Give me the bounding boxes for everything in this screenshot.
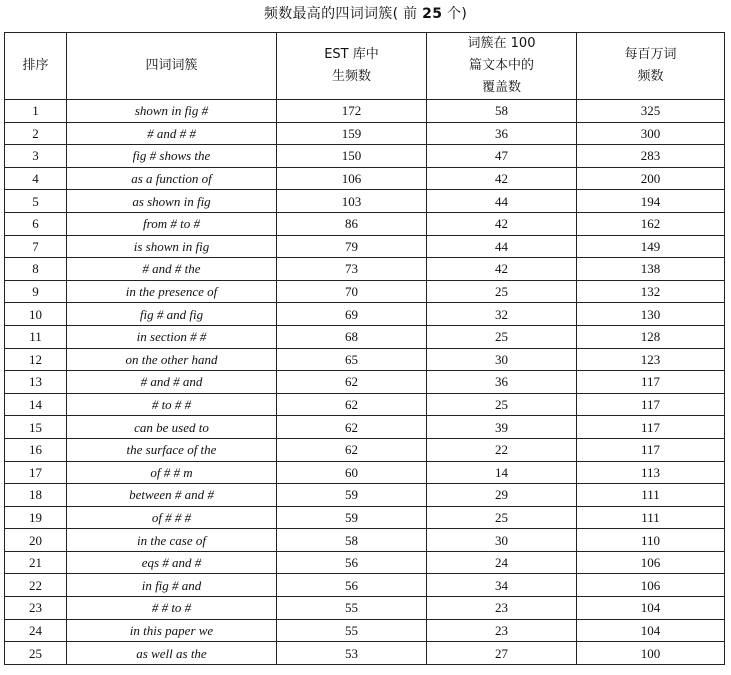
table-row <box>5 325 725 348</box>
cell-cluster: shown in fig # <box>67 100 277 123</box>
cell-coverage: 47 <box>427 145 577 168</box>
cell-coverage: 23 <box>427 597 577 620</box>
cell-coverage: 36 <box>427 122 577 145</box>
cell-freq: 55 <box>277 619 427 642</box>
cell-freq: 106 <box>277 167 427 190</box>
cell-per-million: 110 <box>577 529 725 552</box>
cell-cluster: on the other hand <box>67 348 277 371</box>
cluster-frequency-table <box>4 32 725 665</box>
cell-rank: 25 <box>5 642 67 665</box>
header-cluster-label: 四词词簇 <box>145 58 198 73</box>
cell-per-million: 113 <box>577 461 725 484</box>
cell-coverage: 25 <box>427 325 577 348</box>
cell-freq: 56 <box>277 551 427 574</box>
cell-per-million: 162 <box>577 212 725 235</box>
cell-rank: 5 <box>5 190 67 213</box>
cell-freq: 53 <box>277 642 427 665</box>
cell-cluster: # and # the <box>67 258 277 281</box>
cell-per-million: 130 <box>577 303 725 326</box>
cell-freq: 159 <box>277 122 427 145</box>
cell-rank: 21 <box>5 551 67 574</box>
cell-coverage: 29 <box>427 484 577 507</box>
cell-per-million: 123 <box>577 348 725 371</box>
header-pm-line1: 每百万词 <box>624 47 677 62</box>
cell-rank: 19 <box>5 506 67 529</box>
cell-coverage: 23 <box>427 619 577 642</box>
cell-per-million: 104 <box>577 597 725 620</box>
cell-rank: 6 <box>5 212 67 235</box>
cell-per-million: 325 <box>577 100 725 123</box>
table-row <box>5 235 725 258</box>
cell-coverage: 25 <box>427 393 577 416</box>
header-per-million <box>577 33 725 100</box>
cell-cluster: as shown in fig <box>67 190 277 213</box>
header-freq-line1: EST 库中 <box>324 47 379 62</box>
cell-per-million: 104 <box>577 619 725 642</box>
table-row <box>5 167 725 190</box>
cell-per-million: 149 <box>577 235 725 258</box>
cell-per-million: 117 <box>577 416 725 439</box>
table-row <box>5 122 725 145</box>
cell-freq: 58 <box>277 529 427 552</box>
header-freq-line2: 生频数 <box>331 69 371 84</box>
cell-coverage: 44 <box>427 235 577 258</box>
cell-rank: 16 <box>5 438 67 461</box>
table-row <box>5 484 725 507</box>
cell-cluster: as well as the <box>67 642 277 665</box>
cell-per-million: 283 <box>577 145 725 168</box>
cell-rank: 18 <box>5 484 67 507</box>
header-cov-line1: 词簇在 100 <box>467 36 536 51</box>
cell-rank: 9 <box>5 280 67 303</box>
cell-cluster: eqs # and # <box>67 551 277 574</box>
cell-per-million: 138 <box>577 258 725 281</box>
table-row <box>5 461 725 484</box>
header-pm-line2: 频数 <box>637 69 664 84</box>
cell-coverage: 42 <box>427 212 577 235</box>
cell-cluster: in fig # and <box>67 574 277 597</box>
cell-freq: 86 <box>277 212 427 235</box>
table-row <box>5 438 725 461</box>
cell-freq: 68 <box>277 325 427 348</box>
table-row <box>5 212 725 235</box>
cell-rank: 8 <box>5 258 67 281</box>
cell-cluster: of # # # <box>67 506 277 529</box>
cell-coverage: 30 <box>427 529 577 552</box>
cell-freq: 59 <box>277 484 427 507</box>
cell-rank: 12 <box>5 348 67 371</box>
cell-rank: 22 <box>5 574 67 597</box>
cell-per-million: 106 <box>577 551 725 574</box>
cell-rank: 4 <box>5 167 67 190</box>
cell-freq: 150 <box>277 145 427 168</box>
cell-rank: 3 <box>5 145 67 168</box>
cell-coverage: 36 <box>427 371 577 394</box>
cell-rank: 10 <box>5 303 67 326</box>
cell-cluster: between # and # <box>67 484 277 507</box>
cell-cluster: in section # # <box>67 325 277 348</box>
cell-per-million: 117 <box>577 438 725 461</box>
cell-freq: 79 <box>277 235 427 258</box>
cell-per-million: 128 <box>577 325 725 348</box>
cell-freq: 55 <box>277 597 427 620</box>
cell-coverage: 32 <box>427 303 577 326</box>
cell-rank: 7 <box>5 235 67 258</box>
cell-cluster: fig # and fig <box>67 303 277 326</box>
cell-per-million: 132 <box>577 280 725 303</box>
cell-freq: 62 <box>277 438 427 461</box>
cell-rank: 24 <box>5 619 67 642</box>
table-row <box>5 348 725 371</box>
cell-coverage: 30 <box>427 348 577 371</box>
table-caption <box>0 4 731 24</box>
cell-cluster: the surface of the <box>67 438 277 461</box>
cell-cluster: # and # and <box>67 371 277 394</box>
table-row <box>5 506 725 529</box>
table-row <box>5 100 725 123</box>
cell-freq: 62 <box>277 416 427 439</box>
cell-per-million: 200 <box>577 167 725 190</box>
table-row <box>5 619 725 642</box>
table-row <box>5 551 725 574</box>
cell-freq: 70 <box>277 280 427 303</box>
cell-cluster: in this paper we <box>67 619 277 642</box>
caption-prefix: 频数最高的四词词簇( 前 <box>263 6 418 22</box>
cell-coverage: 25 <box>427 506 577 529</box>
cell-coverage: 22 <box>427 438 577 461</box>
cell-cluster: in the case of <box>67 529 277 552</box>
cell-rank: 20 <box>5 529 67 552</box>
cell-coverage: 34 <box>427 574 577 597</box>
cell-freq: 172 <box>277 100 427 123</box>
cell-per-million: 100 <box>577 642 725 665</box>
header-cov-line2: 篇文本中的 <box>468 58 534 73</box>
header-freq <box>277 33 427 100</box>
cell-freq: 59 <box>277 506 427 529</box>
cell-cluster: in the presence of <box>67 280 277 303</box>
header-rank <box>5 33 67 100</box>
cell-cluster: fig # shows the <box>67 145 277 168</box>
cell-cluster: is shown in fig <box>67 235 277 258</box>
cell-coverage: 42 <box>427 167 577 190</box>
cell-coverage: 27 <box>427 642 577 665</box>
cell-cluster: # # to # <box>67 597 277 620</box>
caption-suffix: 个) <box>447 6 468 22</box>
cell-rank: 14 <box>5 393 67 416</box>
cell-rank: 1 <box>5 100 67 123</box>
cell-coverage: 24 <box>427 551 577 574</box>
header-rank-label: 排序 <box>22 58 49 73</box>
table-row <box>5 280 725 303</box>
cell-rank: 2 <box>5 122 67 145</box>
cell-per-million: 300 <box>577 122 725 145</box>
header-coverage <box>427 33 577 100</box>
cell-freq: 69 <box>277 303 427 326</box>
cell-per-million: 106 <box>577 574 725 597</box>
cell-per-million: 194 <box>577 190 725 213</box>
cell-rank: 13 <box>5 371 67 394</box>
table-row <box>5 416 725 439</box>
table-body <box>5 100 725 665</box>
cell-freq: 60 <box>277 461 427 484</box>
cell-rank: 17 <box>5 461 67 484</box>
table-row <box>5 145 725 168</box>
header-row <box>5 33 725 100</box>
table-row <box>5 642 725 665</box>
header-cov-line3: 覆盖数 <box>481 80 521 95</box>
cell-per-million: 111 <box>577 484 725 507</box>
cell-freq: 62 <box>277 371 427 394</box>
table-row <box>5 258 725 281</box>
cell-freq: 73 <box>277 258 427 281</box>
header-cluster <box>67 33 277 100</box>
cell-cluster: can be used to <box>67 416 277 439</box>
cell-rank: 15 <box>5 416 67 439</box>
table-row <box>5 393 725 416</box>
cell-coverage: 42 <box>427 258 577 281</box>
cell-coverage: 25 <box>427 280 577 303</box>
table-row <box>5 190 725 213</box>
cell-rank: 11 <box>5 325 67 348</box>
table-row <box>5 303 725 326</box>
cell-freq: 62 <box>277 393 427 416</box>
cell-per-million: 117 <box>577 371 725 394</box>
cell-coverage: 14 <box>427 461 577 484</box>
cell-cluster: # and # # <box>67 122 277 145</box>
cell-cluster: of # # m <box>67 461 277 484</box>
cell-cluster: # to # # <box>67 393 277 416</box>
cell-per-million: 111 <box>577 506 725 529</box>
cell-coverage: 58 <box>427 100 577 123</box>
cell-coverage: 44 <box>427 190 577 213</box>
table-row <box>5 529 725 552</box>
cell-freq: 56 <box>277 574 427 597</box>
cell-freq: 65 <box>277 348 427 371</box>
caption-count: 25 <box>422 6 443 22</box>
cell-freq: 103 <box>277 190 427 213</box>
cell-cluster: from # to # <box>67 212 277 235</box>
table-row <box>5 371 725 394</box>
cell-coverage: 39 <box>427 416 577 439</box>
table-row <box>5 597 725 620</box>
cell-rank: 23 <box>5 597 67 620</box>
cell-per-million: 117 <box>577 393 725 416</box>
cell-cluster: as a function of <box>67 167 277 190</box>
table-row <box>5 574 725 597</box>
